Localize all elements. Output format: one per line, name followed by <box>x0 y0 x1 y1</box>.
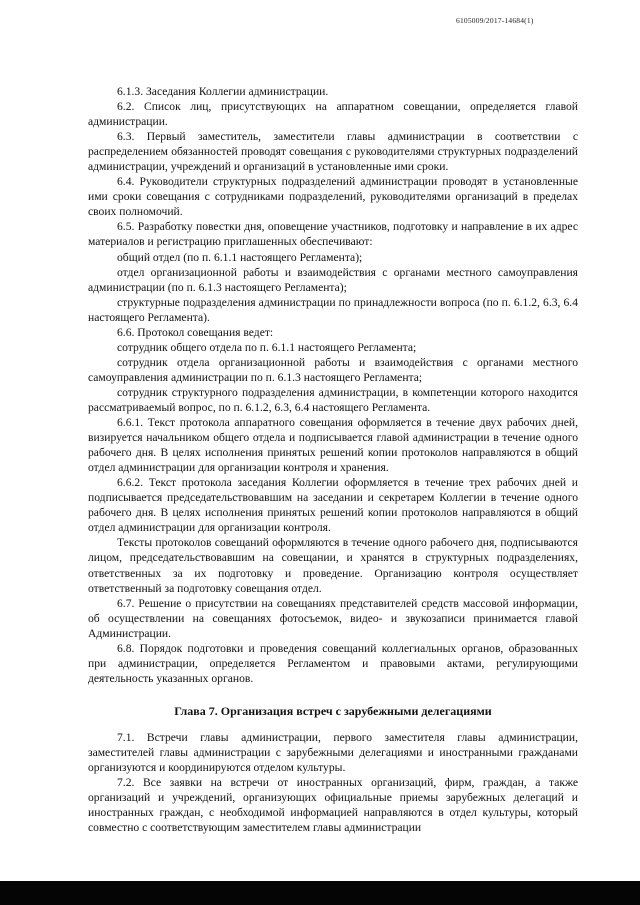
scan-bottom-edge <box>0 881 640 905</box>
paragraph-6-6-2: 6.6.2. Текст протокола заседания Коллегии оформляется в течение трех рабочих дней и подписывается председательствовавшим на заседании и секретарем Коллегии в течение одного рабочего дня. В целях исполнения принятых решений копии протоколов направляются в общий отдел администрации для организации контроля. <box>88 476 578 535</box>
list-item-organizational-department: отдел организационной работы и взаимодействия с органами местного самоуправления администрации (по п. 6.1.3 настоящего Регламента); <box>88 265 578 294</box>
paragraph-7-2: 7.2. Все заявки на встречи от иностранных организаций, фирм, граждан, а также организаций и учреждений, организующих официальные приемы зарубежных делегаций и иностранных граждан, с необходимой информацией направляются в отдел культуры, который совместно с соответствующим заместителем главы администрации <box>88 776 578 835</box>
paragraph-6-7: 6.7. Решение о присутствии на совещаниях представителей средств массовой информации, об осуществлении на совещаниях фотосъемок, видео- и звукозаписи принимается главой Администрации. <box>88 596 578 640</box>
paragraph-6-3: 6.3. Первый заместитель, заместители главы администрации в соответствии с распределением обязанностей проводят совещания с руководителями структурных подразделений администрации, учреждений и организаций в установленные ими сроки. <box>88 130 578 174</box>
paragraph-6-4: 6.4. Руководители структурных подразделений администрации проводят в установленные ими сроки совещания с сотрудниками подразделений, руководителями организаций в пределах своих полномочий. <box>88 175 578 219</box>
list-item-general-department: общий отдел (по п. 6.1.1 настоящего Регламента); <box>117 250 363 264</box>
list-item-structural-subdivisions: структурные подразделения администрации по принадлежности вопроса (по п. 6.1.2, 6.3, 6.4 настоящего Регламента). <box>88 295 578 324</box>
list-item-structural-subdivision-employee: сотрудник структурного подразделения администрации, в компетенции которого находится рассматриваемый вопрос, по п. 6.1.2, 6.3, 6.4 настоящего Регламента. <box>88 385 578 414</box>
paragraph-6-6-1: 6.6.1. Текст протокола аппаратного совещания оформляется в течение двух рабочих дней, визируется начальником общего отдела и подписывается главой администрации в течение одного рабочего дня. В целях исполнения принятых решений копии протоколов направляются в общий отдел администрации для организации контроля и хранения. <box>88 416 578 475</box>
paragraph-6-6: 6.6. Протокол совещания ведет: <box>117 325 274 339</box>
paragraph-6-8: 6.8. Порядок подготовки и проведения совещаний коллегиальных органов, образованных при администрации, определяется Регламентом и правовыми актами, регулирующими деятельность указанных органов. <box>88 641 578 685</box>
chapter-7-heading: Глава 7. Организация встреч с зарубежными делегациями <box>174 703 492 718</box>
document-reference-number: 6105009/2017-14684(1) <box>456 16 534 25</box>
paragraph-6-1-3: 6.1.3. Заседания Коллегии администрации. <box>117 85 329 98</box>
paragraph-6-5: 6.5. Разработку повестки дня, оповещение участников, подготовку и направление в их адрес материалов и регистрацию приглашенных обеспечивают: <box>88 220 578 249</box>
list-item-general-department-employee: сотрудник общего отдела по п. 6.1.1 настоящего Регламента; <box>117 340 417 354</box>
paragraph-6-2: 6.2. Список лиц, присутствующих на аппаратном совещании, определяется главой администрации. <box>88 100 578 129</box>
document-body <box>88 84 578 835</box>
paragraph-protocol-texts: Тексты протоколов совещаний оформляются в течение одного рабочего дня, подписываются лицом, председательствовавшим на совещании, и хранятся в структурных подразделениях, ответственных за их подготовку и проведение. Организацию контроля осуществляет ответственный за подготовку совещания отдел. <box>88 536 578 595</box>
list-item-organizational-department-employee: сотрудник отдела организационной работы и взаимодействия с органами местного самоуправления администрации по п. 6.1.3 настоящего Регламента; <box>88 355 578 384</box>
paragraph-7-1: 7.1. Встречи главы администрации, первого заместителя главы администрации, заместителей главы администрации с зарубежными делегациями и иностранными гражданами организуются и координируются отделом культуры. <box>88 730 578 775</box>
